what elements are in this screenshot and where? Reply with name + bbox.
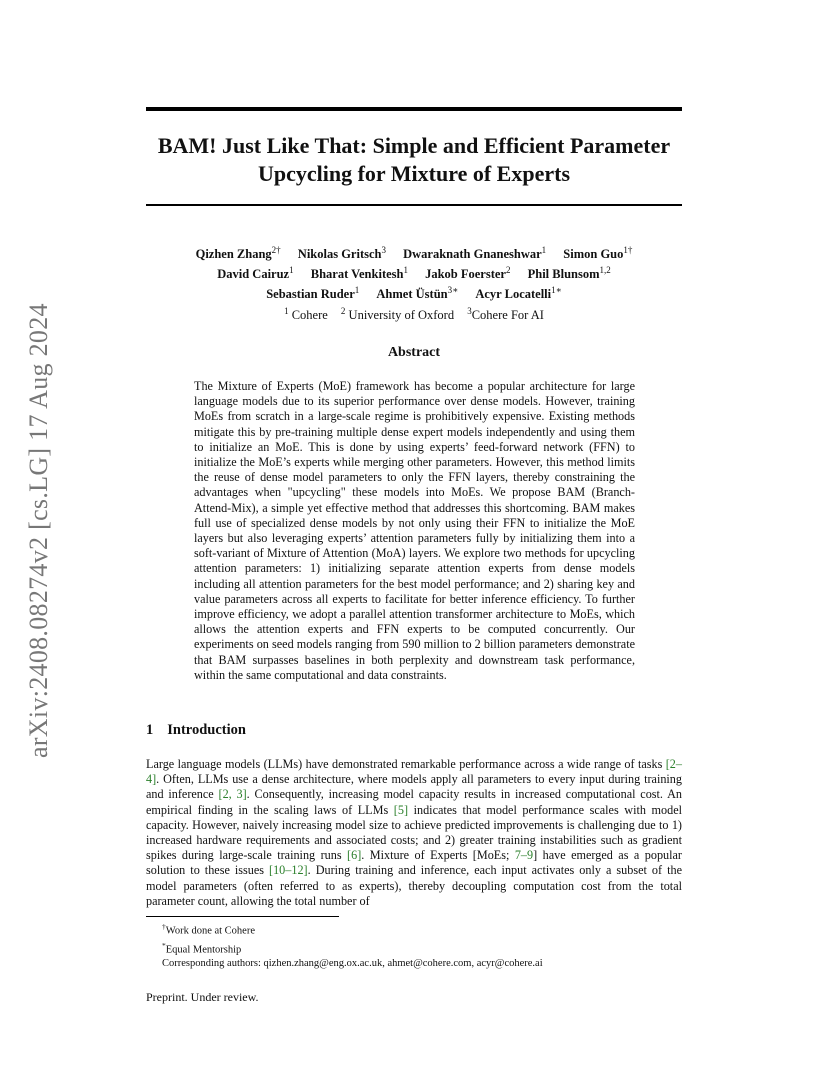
title-line-1: BAM! Just Like That: Simple and Efficient Parameter: [157, 133, 671, 158]
title-bottom-rule: [146, 204, 682, 206]
author-line-1: [146, 242, 682, 262]
section-number: 1: [146, 722, 154, 738]
footnote: *Equal Mentorship: [162, 940, 242, 955]
citation-link[interactable]: 7–9: [514, 848, 534, 863]
introduction-paragraph: Large language models (LLMs) have demonstrated remarkable performance across a wide range of tasks [2–4]. Often, LLMs use a dense architecture, where models apply all parameters to every input during training and inference [2, 3]. Consequently, increasing model capacity results in increased computational cost. An empirical finding in the scaling laws of LLMs [5] indicates that model performance scales with model capacity. However, naively increasing model size to achieve predicted improvements is challenging due to 1) increased hardware requirements and associated costs; and 2) greater training instabilities such as gradient spikes during large-scale training runs [6]. Mixture of Experts [MoEs; 7–9] have emerged as a popular solution to these issues [10–12]. During training and inference, each input activates only a subset of the model parameters (often referred to as experts), thereby decoupling computation cost from the total parameter count, allowing the total number of: [146, 757, 683, 908]
affiliation: $^3$Cohere For AI: [467, 305, 544, 322]
author: Phil Blunsom$^{1,2}$: [527, 265, 611, 282]
citation-link[interactable]: [2–4]: [146, 757, 682, 787]
paper-title: [146, 132, 682, 188]
author: Qizhen Zhang$^{2\dagger}$: [195, 245, 281, 262]
author-line-2: [146, 262, 682, 282]
preprint-notice: Preprint. Under review.: [146, 990, 259, 1004]
footnote: †Work done at Cohere: [162, 922, 255, 937]
section-heading-introduction: [146, 722, 246, 739]
author: Sebastian Ruder$^1$: [266, 285, 360, 302]
citation-link[interactable]: [2, 3]: [218, 787, 247, 802]
affiliation: $^2$ University of Oxford: [340, 305, 455, 322]
abstract-heading: Abstract: [387, 345, 441, 360]
author: Simon Guo$^{1\dagger}$: [563, 245, 633, 262]
footnote: Corresponding authors: qizhen.zhang@eng.ox.ac.uk, ahmet@cohere.com, acyr@cohere.ai: [162, 958, 543, 969]
author-block: [146, 242, 682, 323]
section-title: Introduction: [167, 722, 246, 738]
abstract-body: [194, 379, 635, 683]
footnotes: [162, 920, 543, 971]
footnote-rule: [146, 916, 339, 917]
author: David Cairuz$^1$: [217, 265, 294, 282]
citation-link[interactable]: [5]: [393, 802, 409, 817]
title-top-rule: [146, 107, 682, 111]
title-line-2: Upcycling for Mixture of Experts: [257, 161, 571, 186]
author: Nikolas Gritsch$^3$: [297, 245, 386, 262]
author: Jakob Foerster$^2$: [425, 265, 511, 282]
affiliation: $^1$ Cohere: [284, 305, 328, 322]
author: Bharat Venkitesh$^1$: [310, 265, 408, 282]
author: Ahmet Üstün$^{3∗}$: [376, 285, 459, 302]
arxiv-sidebar-stamp: arXiv:2408.08274v2 [cs.LG] 17 Aug 2024: [24, 303, 53, 758]
abstract-text: The Mixture of Experts (MoE) framework has become a popular architecture for large language models due to its superior performance over dense models. However, training MoEs from scratch in a large-scale regime is prohibitively expensive. Existing methods mitigate this by pre-training multiple dense expert models independently and using them to initialize an MoE. This is done by using experts’ feed-forward network (FFN) to initialize the MoE’s experts while merging other parameters. However, this method limits the reuse of dense model parameters to only the FFN layers, thereby constraining the advantages when "upcycling" these models into MoEs. We propose BAM (Branch-Attend-Mix), a simple yet effective method that addresses this shortcoming. BAM makes full use of specialized dense models by not only using their FFN to initialize the MoE layers but also leveraging experts’ attention parameters fully by initializing them into a soft-variant of Mixture of Attention (MoA) layers. We explore two methods for upcycling attention parameters: 1) initializing separate attention experts from dense models including all attention parameters for the best model performance; and 2) sharing key and value parameters across all experts to facilitate for better inference efficiency. To further improve efficiency, we adopt a parallel attention transformer architecture to MoEs, which allows the attention experts and FFN experts to be computed concurrently. Our experiments on seed models ranging from 590 million to 2 billion parameters demonstrate that BAM surpasses baselines in both perplexity and downstream task performance, within the same computational and data constraints.: [194, 379, 635, 682]
author-line-3: [146, 282, 682, 302]
affiliation-line: [146, 302, 682, 322]
citation-link[interactable]: [10–12]: [269, 863, 308, 878]
author: Dwaraknath Gnaneshwar$^1$: [403, 245, 547, 262]
author: Acyr Locatelli$^{1∗}$: [475, 285, 562, 302]
citation-link[interactable]: [6]: [347, 848, 362, 863]
introduction-body: [146, 757, 682, 909]
